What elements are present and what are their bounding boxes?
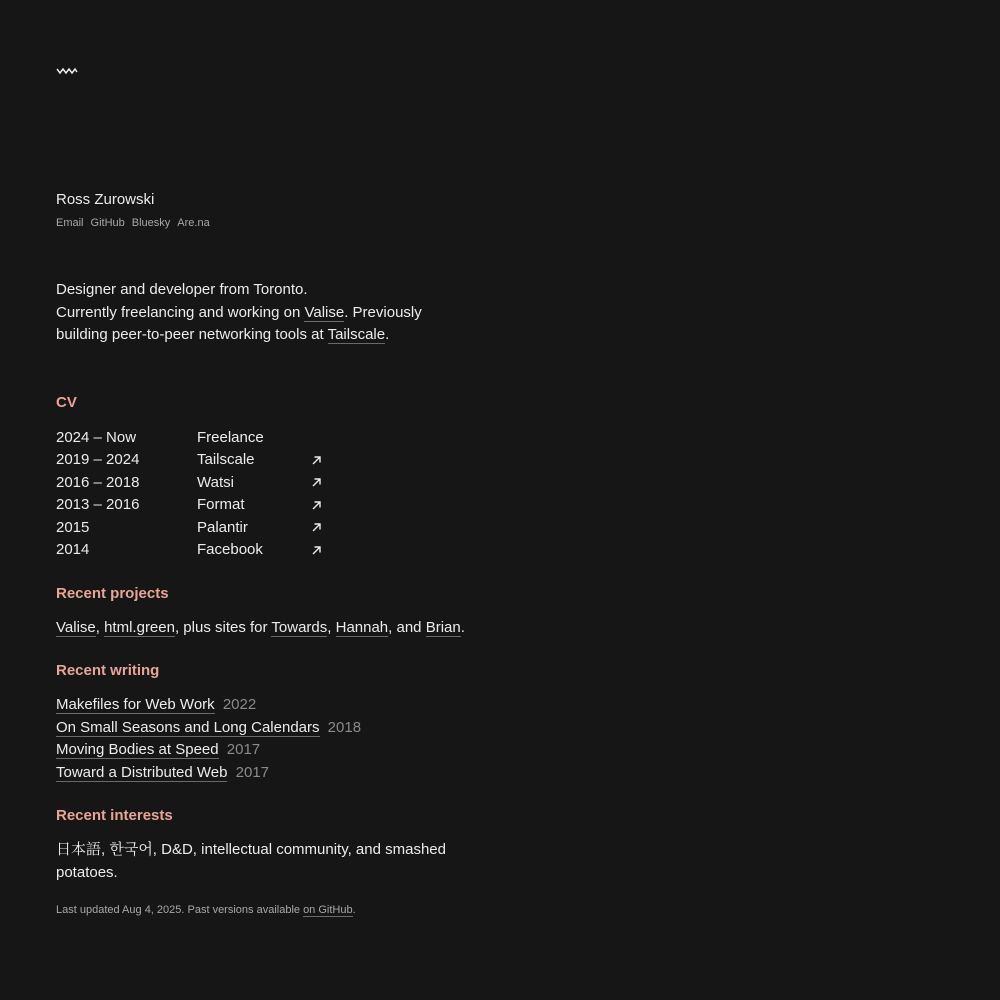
footer-text: Last updated Aug 4, 2025. Past versions available xyxy=(56,904,304,916)
project-link-valise[interactable]: Valise xyxy=(56,618,96,636)
cv-row[interactable] xyxy=(56,517,476,540)
interests-heading: Recent interests xyxy=(56,807,173,824)
bio xyxy=(56,279,476,347)
writing-heading: Recent writing xyxy=(56,662,160,679)
external-arrow-icon[interactable] xyxy=(309,543,323,557)
cv-row[interactable] xyxy=(56,494,476,517)
project-link-html-green[interactable]: html.green xyxy=(104,618,175,636)
external-arrow-icon[interactable] xyxy=(309,476,323,490)
writing-list xyxy=(56,694,476,784)
cv-years: 2015 xyxy=(56,518,90,536)
projects-list xyxy=(56,617,476,640)
cv-row[interactable] xyxy=(56,472,476,495)
valise-link[interactable]: Valise xyxy=(304,303,345,321)
tailscale-link[interactable]: Tailscale xyxy=(327,326,386,343)
cv-years: 2013 – 2016 xyxy=(56,496,140,513)
cv-company[interactable]: Tailscale xyxy=(197,451,255,468)
separator: , and xyxy=(388,618,426,636)
writing-item xyxy=(56,762,476,785)
cv-years: 2019 – 2024 xyxy=(56,451,140,468)
writing-year: 2022 xyxy=(222,696,257,713)
writing-year: 2017 xyxy=(226,741,261,758)
cv-heading: CV xyxy=(56,393,77,411)
project-link-towards[interactable]: Towards xyxy=(271,618,328,636)
wave-logo-icon[interactable] xyxy=(56,61,78,71)
cv-company: Freelance xyxy=(197,428,264,446)
writing-link[interactable]: Toward a Distributed Web xyxy=(56,763,228,781)
external-arrow-icon[interactable] xyxy=(309,521,323,535)
separator: , xyxy=(95,618,105,636)
interests-text: 日本語, 한국어, D&D, intellectual community, and smashed potatoes. xyxy=(56,841,446,881)
external-arrow-icon[interactable] xyxy=(309,498,323,512)
cv-company[interactable]: Format xyxy=(197,496,245,513)
projects-text: , plus sites for xyxy=(174,618,272,636)
bio-line: Designer and developer from Toronto. xyxy=(56,281,308,298)
cv-company[interactable]: Palantir xyxy=(197,518,248,536)
separator: , xyxy=(327,618,336,636)
cv-company[interactable]: Facebook xyxy=(197,541,263,558)
writing-link[interactable]: Makefiles for Web Work xyxy=(56,696,215,713)
bluesky-link[interactable]: Bluesky xyxy=(131,217,171,229)
email-link[interactable]: Email xyxy=(56,217,84,229)
writing-year: 2017 xyxy=(235,763,270,781)
writing-year: 2018 xyxy=(327,718,362,736)
contact-links xyxy=(56,216,476,230)
writing-link[interactable]: On Small Seasons and Long Calendars xyxy=(56,718,320,736)
bio-line xyxy=(56,324,476,347)
separator: . xyxy=(460,618,465,636)
writing-link[interactable]: Moving Bodies at Speed xyxy=(56,741,219,758)
bio-text: . xyxy=(385,326,390,343)
cv-row[interactable] xyxy=(56,449,476,472)
projects-heading: Recent projects xyxy=(56,584,169,602)
github-versions-link[interactable]: on GitHub xyxy=(303,904,353,916)
writing-item xyxy=(56,717,476,740)
bio-line xyxy=(56,302,476,325)
bio-text: Currently freelancing and working on xyxy=(56,303,305,321)
cv-years: 2016 – 2018 xyxy=(56,473,140,491)
cv-company[interactable]: Watsi xyxy=(197,473,234,491)
writing-item xyxy=(56,694,476,717)
writing-item xyxy=(56,739,476,762)
external-arrow-icon[interactable] xyxy=(309,453,323,467)
project-link-brian[interactable]: Brian xyxy=(425,618,461,636)
bio-text: . Previously xyxy=(344,303,422,321)
bio-text: building peer-to-peer networking tools at xyxy=(56,326,328,343)
github-link[interactable]: GitHub xyxy=(90,217,125,229)
cv-years: 2024 – Now xyxy=(56,428,137,446)
footer xyxy=(56,902,476,918)
project-link-hannah[interactable]: Hannah xyxy=(335,618,389,636)
main-content xyxy=(56,190,476,918)
cv-row[interactable] xyxy=(56,539,476,562)
cv-row xyxy=(56,427,476,450)
cv-list xyxy=(56,427,476,562)
cv-years: 2014 xyxy=(56,541,90,558)
arena-link[interactable]: Are.na xyxy=(177,217,210,229)
footer-text: . xyxy=(352,904,356,916)
author-name: Ross Zurowski xyxy=(56,191,155,208)
